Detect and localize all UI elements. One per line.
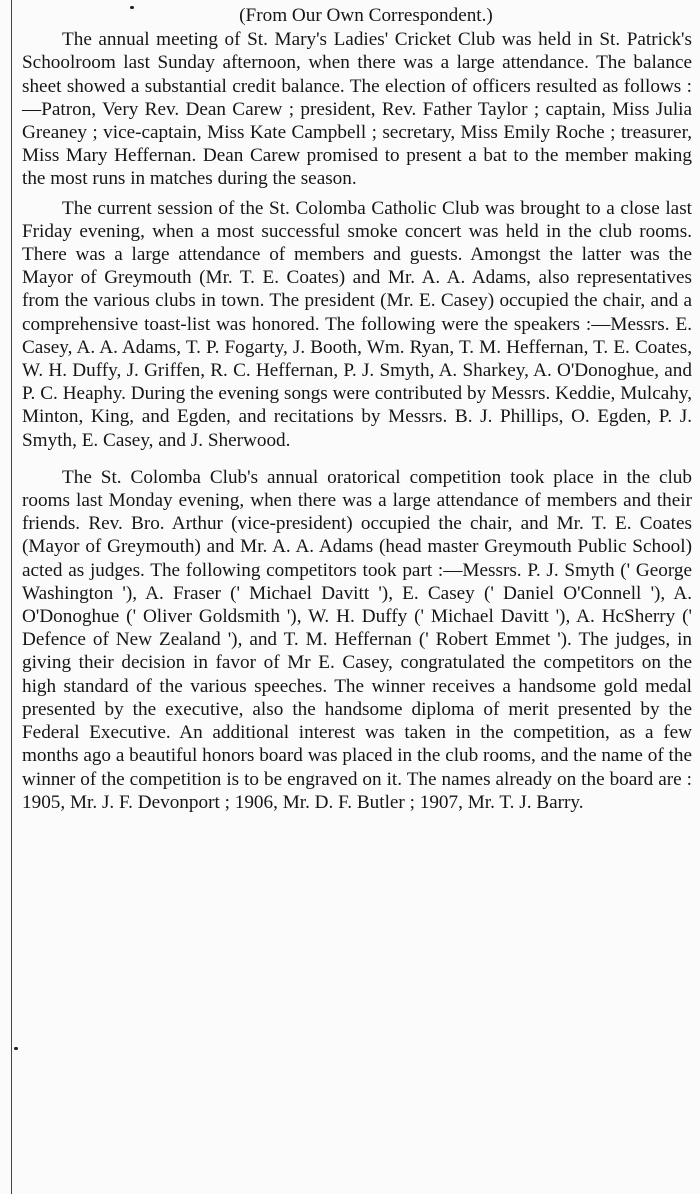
print-speck — [130, 6, 134, 9]
paragraph-cricket-club: The annual meeting of St. Mary's Ladies' Cricket Club was held in St. Patrick's Schoolroom last Sunday afternoon, when there was a large attendance. The balance sheet showed a substantial credit balance. The election of officers resulted as follows :—Patron, Very Rev. Dean Carew ; president, Rev. Father Taylor ; captain, Miss Julia Greaney ; vice-captain, Miss Kate Campbell ; secretary, Miss Emily Roche ; treasurer, Miss Mary Heffernan. Dean Carew promised to present a bat to the member making the most runs in matches during the season. — [22, 29, 692, 190]
print-speck — [14, 1047, 18, 1050]
byline: (From Our Own Correspondent.) — [239, 5, 493, 26]
paragraph-catholic-club: The current session of the St. Colomba Catholic Club was brought to a close last Friday evening, when a most successful smoke concert was held in the club rooms. There was a large attendance of members and guests. Amongst the latter was the Mayor of Greymouth (Mr. T. E. Coates) and Mr. A. A. Adams, also representatives from the various clubs in town. The president (Mr. E. Casey) occupied the chair, and a comprehensive toast-list was honored. The following were the speakers :—Messrs. E. Casey, A. A. Adams, T. P. Fogarty, J. Booth, Wm. Ryan, T. M. Heffernan, T. E. Coates, W. H. Duffy, J. Griffen, R. C. Heffernan, P. J. Smyth, A. Sharkey, A. O'Donoghue, and P. C. Heaphy. During the evening songs were contributed by Messrs. Keddie, Mulcahy, Minton, King, and Egden, and recitations by Messrs. B. J. Phillips, O. Egden, P. J. Smyth, E. Casey, and J. Sherwood. — [22, 197, 692, 451]
paragraph-oratorical-competition: The St. Colomba Club's annual oratorical competition took place in the club rooms last Monday evening, when there was a large attendance of members and their friends. Rev. Bro. Arthur (vice-president) occupied the chair, and Mr. T. E. Coates (Mayor of Greymouth) and Mr. A. A. Adams (head master Greymouth Public School) acted as judges. The following competitors took part :—Messrs. P. J. Smyth (' George Washington '), A. Fraser (' Michael Davitt '), E. Casey (' Daniel O'Connell '), A. O'Donoghue (' Oliver Goldsmith '), W. H. Duffy (' Michael Davitt '), A. HcSherry (' Defence of New Zealand '), and T. M. Heffernan (' Robert Emmet '). The judges, in giving their decision in favor of Mr E. Casey, congratulated the competitors on the high standard of the various speeches. The winner receives a handsome gold medal presented by the executive, also the handsome diploma of merit presented by the Federal Executive. An additional interest was taken in the competition, as a few months ago a beautiful honors board was placed in the club rooms, and the name of the winner of the competition is to be engraved on it. The names already on the board are : 1905, Mr. J. F. Devonport ; 1906, Mr. D. F. Butler ; 1907, Mr. T. J. Barry. — [22, 466, 692, 813]
